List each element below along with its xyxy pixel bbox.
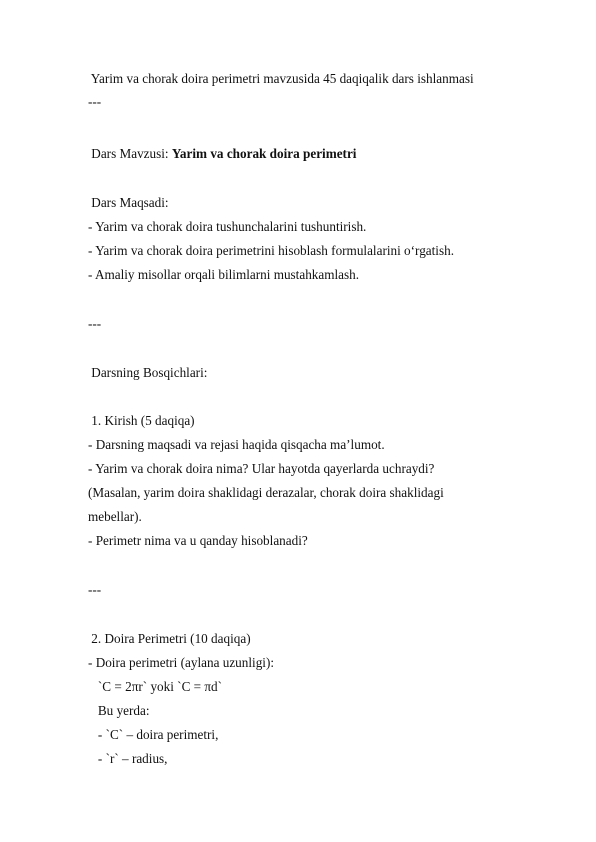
document-title: Yarim va chorak doira perimetri mavzusida 45 daqiqalik dars ishlanmasi <box>88 71 474 86</box>
stage-1-item: mebellar). <box>88 509 142 524</box>
stage-1-item: - Yarim va chorak doira nima? Ular hayotda qayerlarda uchraydi? <box>88 461 435 476</box>
formula: `C = 2πr` yoki `C = πd` <box>88 679 223 694</box>
goal-item: - Amaliy misollar orqali bilimlarni mustahkamlash. <box>88 267 360 282</box>
separator: --- <box>88 94 102 109</box>
stage-2-item: - Doira perimetri (aylana uzunligi): <box>88 655 275 670</box>
goal-item: - Yarim va chorak doira tushunchalarini tushuntirish. <box>88 219 367 234</box>
topic-value: Yarim va chorak doira perimetri <box>171 146 357 161</box>
stage-2-title: 2. Doira Perimetri (10 daqiqa) <box>88 631 251 646</box>
stage-1-title: 1. Kirish (5 daqiqa) <box>88 413 195 428</box>
stage-1-item: - Darsning maqsadi va rejasi haqida qisqacha ma’lumot. <box>88 437 385 452</box>
definition-item: - `r` – radius, <box>88 751 168 766</box>
stage-1-item: (Masalan, yarim doira shaklidagi derazalar, chorak doira shaklidagi <box>88 485 444 500</box>
topic-label: Dars Mavzusi: <box>88 146 172 161</box>
definitions-intro: Bu yerda: <box>88 703 150 718</box>
stages-heading: Darsning Bosqichlari: <box>88 365 208 380</box>
stage-1-item: - Perimetr nima va u qanday hisoblanadi? <box>88 533 308 548</box>
goals-heading: Dars Maqsadi: <box>88 195 169 210</box>
separator: --- <box>88 316 102 331</box>
definition-item: - `C` – doira perimetri, <box>88 727 219 742</box>
separator: --- <box>88 582 102 597</box>
topic-line <box>88 146 356 162</box>
goal-item: - Yarim va chorak doira perimetrini hisoblash formulalarini o‘rgatish. <box>88 243 454 258</box>
